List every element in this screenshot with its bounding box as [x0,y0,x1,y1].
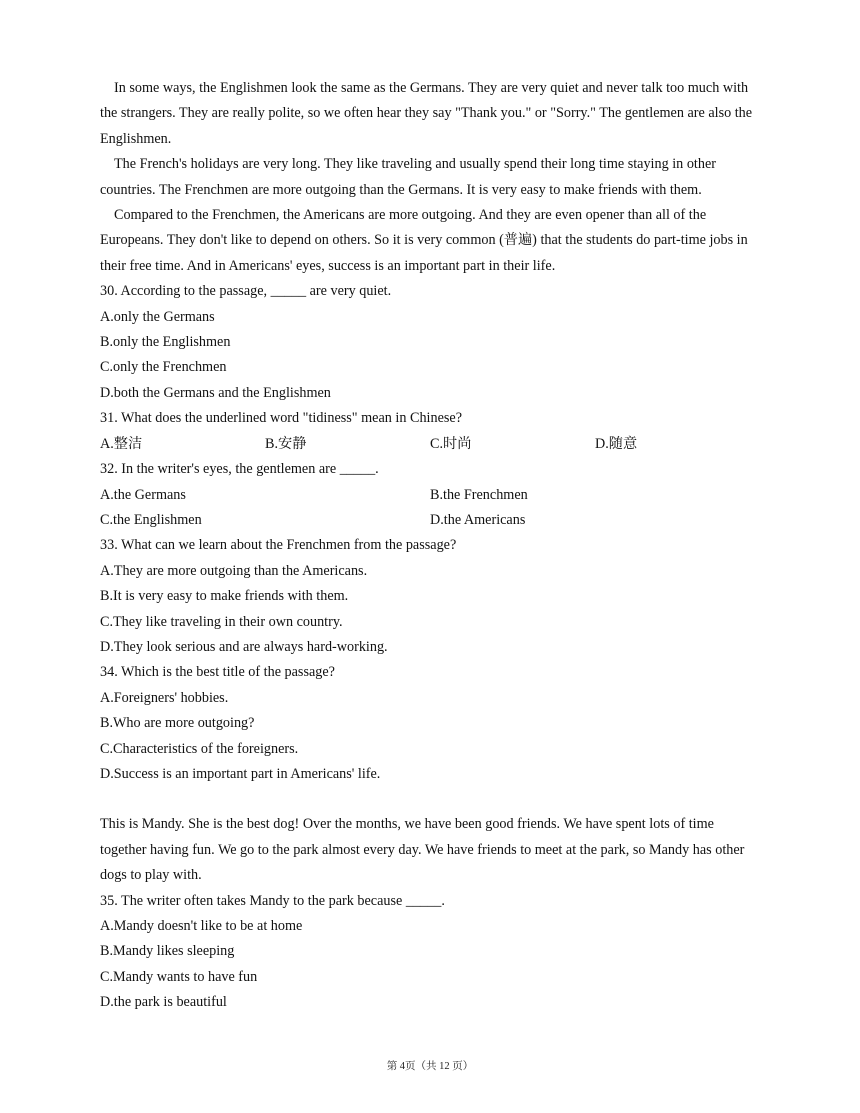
page-footer: 第 4页（共 12 页） [386,1061,474,1072]
question-31-option-c: C.时尚 [430,435,472,452]
question-31 [100,406,762,457]
question-34 [100,660,762,787]
question-31-option-d: D.随意 [595,435,638,452]
question-35-option-c: C.Mandy wants to have fun [100,968,258,985]
question-32-options-row-1 [100,483,762,508]
question-34-option-d: D.Success is an important part in Americans' life. [100,765,381,782]
question-35 [100,889,762,1016]
question-31-option-b: B.安静 [265,435,307,452]
question-32-option-d: D.the Americans [430,511,526,528]
passage-1 [100,76,762,279]
question-31-option-a: A.整洁 [100,435,143,452]
question-33-option-a: A.They are more outgoing than the Americans. [100,562,368,579]
passage-1-paragraph-1: In some ways, the Englishmen look the same as the Germans. They are very quiet and never talk too much with the strangers. They are really polite, so we often hear they say "Thank you." or "Sorry." The gentlemen are also the Englishmen. [100,80,753,147]
question-31-options [100,432,762,457]
question-31-stem: 31. What does the underlined word "tidiness" mean in Chinese? [100,410,462,427]
question-30-option-c: C.only the Frenchmen [100,359,227,376]
question-30 [100,279,762,406]
question-30-option-d: D.both the Germans and the Englishmen [100,384,331,401]
passage-1-paragraph-2: The French's holidays are very long. They like traveling and usually spend their long time staying in other countries. The Frenchmen are more outgoing than the Germans. It is very easy to make friends with them. [100,156,716,198]
question-32-option-c: C.the Englishmen [100,511,202,528]
passage-2-paragraph: This is Mandy. She is the best dog! Over the months, we have been good friends. We have spent lots of time together having fun. We go to the park almost every day. We have friends to meet at the park, so Mandy has other dogs to play with. [100,816,745,884]
question-32-options-row-2 [100,508,762,533]
question-35-option-b: B.Mandy likes sleeping [100,943,235,960]
question-35-stem: 35. The writer often takes Mandy to the park because _____. [100,892,445,909]
question-34-option-a: A.Foreigners' hobbies. [100,689,229,706]
passage-1-paragraph-3: Compared to the Frenchmen, the Americans are more outgoing. And they are even opener than all of the Europeans. They don't like to depend on others. So it is very common (普遍) that the students do part-time jobs in their free time. And in Americans' eyes, success is an important part in their life. [100,207,748,274]
question-33-stem: 33. What can we learn about the Frenchmen from the passage? [100,537,457,554]
question-33 [100,533,762,660]
question-32 [100,457,762,533]
question-34-option-c: C.Characteristics of the foreigners. [100,740,299,757]
question-33-option-b: B.It is very easy to make friends with them. [100,588,349,605]
page-content [100,76,762,1016]
question-34-stem: 34. Which is the best title of the passage? [100,664,335,681]
question-30-option-a: A.only the Germans [100,308,215,325]
question-35-option-d: D.the park is beautiful [100,994,227,1011]
question-34-option-b: B.Who are more outgoing? [100,715,255,732]
question-30-option-b: B.only the Englishmen [100,334,231,351]
section-spacer [100,787,762,812]
question-33-option-d: D.They look serious and are always hard-working. [100,638,388,655]
passage-2 [100,812,762,888]
question-33-option-c: C.They like traveling in their own country. [100,613,343,630]
question-32-option-a: A.the Germans [100,486,186,503]
question-32-option-b: B.the Frenchmen [430,486,528,503]
question-32-stem: 32. In the writer's eyes, the gentlemen are _____. [100,461,379,478]
question-35-option-a: A.Mandy doesn't like to be at home [100,918,303,934]
question-30-stem: 30. According to the passage, _____ are very quiet. [100,283,392,300]
